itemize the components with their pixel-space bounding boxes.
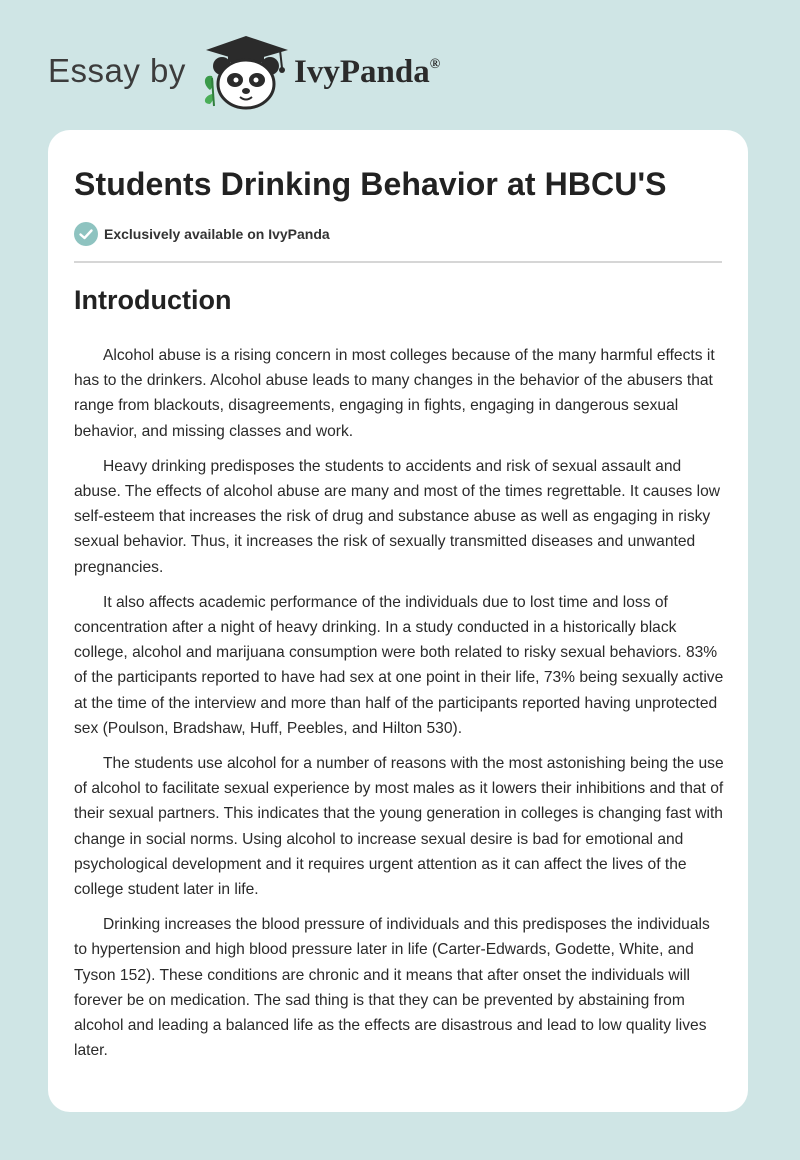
brand-header	[48, 34, 468, 114]
brand-prefix: Essay by	[48, 52, 186, 89]
paragraph: The students use alcohol for a number of reasons with the most astonishing being the use of alcohol to facilitate sexual experience by most males as it lowers their inhibitions and that of their sexual partners. This indicates that the young generation in colleges is changing fast with change in social norms. Using alcohol to increase sexual desire is bad for emotional and psychological development and it requires urgent attention as it can affect the lives of the college student later in life.	[74, 755, 724, 899]
paragraph: Alcohol abuse is a rising concern in most colleges because of the many harmful effects it has to the drinkers. Alcohol abuse leads to many changes in the behavior of the abusers that range from blackouts, disagreements, engaging in fights, engaging in dangerous sexual behavior, and missing classes and work.	[74, 347, 715, 440]
panda-graduate-logo-icon	[200, 34, 292, 110]
essay-card	[48, 130, 748, 1112]
title-divider	[74, 261, 722, 263]
registered-mark: ®	[429, 57, 441, 72]
brand-name	[294, 54, 440, 91]
essay-body	[74, 343, 724, 1073]
section-heading: Introduction	[74, 285, 232, 315]
paragraph: It also affects academic performance of the individuals due to lost time and loss of concentration after a night of heavy drinking. In a study conducted in a historically black college, alcohol and marijuana consumption were both related to risky sexual behaviors. 83% of the participants reported to have had sex at one point in their life, 73% being sexually active at the time of the interview and more than half of the participants reported having unprotected sex (Poulson, Bradshaw, Huff, Peebles, and Hilton 530).	[74, 593, 724, 737]
page-title: Students Drinking Behavior at HBCU'S	[74, 166, 667, 202]
paragraph: Drinking increases the blood pressure of individuals and this predisposes the individuals to hypertension and high blood pressure later in life (Carter-Edwards, Godette, White, and Tyson 152). These conditions are chronic and it means that after onset the individuals will forever be on medication. The sad thing is that they can be prevented by abstaining from alcohol and leading a balanced life as the effects are disastrous and lead to low quality lives later.	[74, 916, 710, 1060]
paragraph: Heavy drinking predisposes the students to accidents and risk of sexual assault and abuse. The effects of alcohol abuse are many and most of the times regrettable. It causes low self-esteem that increases the risk of drug and substance abuse as well as engaging in risky sexual behavior. Thus, it increases the risk of sexually transmitted diseases and unwanted pregnancies.	[74, 457, 721, 576]
exclusive-badge-label: Exclusively available on IvyPanda	[104, 226, 330, 242]
brand-name-text: IvyPanda	[294, 54, 430, 90]
exclusive-badge	[74, 222, 330, 246]
check-circle-icon	[74, 222, 98, 246]
